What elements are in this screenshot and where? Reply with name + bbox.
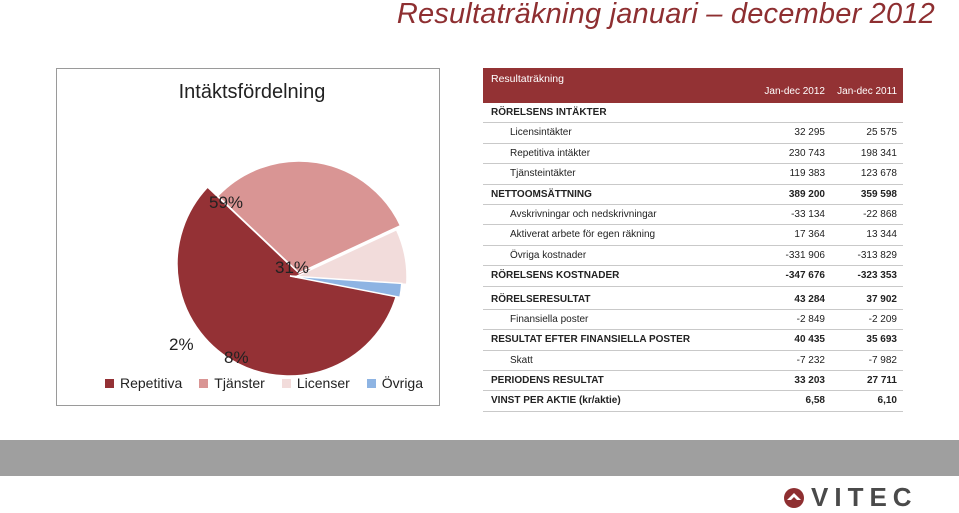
value-2012: 32 295: [794, 127, 825, 139]
row-label: Tjänsteintäkter: [510, 168, 576, 180]
row-label: RESULTAT EFTER FINANSIELLA POSTER: [491, 334, 691, 346]
value-2011: -313 829: [857, 249, 897, 261]
value-2011: 198 341: [860, 147, 897, 159]
pie-label-repetitiva: 59%: [209, 193, 244, 212]
column-header-2012: Jan-dec 2012: [764, 86, 825, 97]
value-2012: 33 203: [794, 375, 825, 387]
legend-label: Övriga: [381, 375, 423, 391]
pie-label-tjanster: 31%: [275, 258, 310, 277]
column-header-2011: Jan-dec 2011: [837, 86, 897, 97]
row-label: VINST PER AKTIE (kr/aktie): [491, 395, 621, 407]
value-2012: -331 906: [785, 249, 825, 261]
legend-item-tjanster: [199, 375, 265, 391]
value-2011: 13 344: [866, 229, 897, 241]
row-label: Finansiella poster: [510, 313, 589, 325]
table-row: [483, 103, 903, 123]
row-label: RÖRELSENS INTÄKTER: [491, 107, 607, 118]
value-2012: 389 200: [788, 188, 825, 200]
value-2012: -33 134: [791, 208, 825, 220]
row-label: Avskrivningar och nedskrivningar: [510, 208, 657, 220]
table-row: [483, 266, 903, 286]
table-row: [483, 205, 903, 225]
row-label: Övriga kostnader: [510, 249, 587, 261]
value-2012: -347 676: [785, 270, 825, 282]
table-row: [483, 144, 903, 164]
row-label: Skatt: [510, 354, 533, 366]
legend-label: Repetitiva: [120, 375, 183, 391]
value-2012: -7 232: [796, 354, 825, 366]
value-2011: 37 902: [866, 293, 897, 305]
chart-title: Intäktsfördelning: [178, 81, 326, 103]
logo-text: VITEC: [811, 482, 918, 512]
table-row: [483, 371, 903, 391]
pie-chart-panel: [56, 68, 440, 406]
table-row: [483, 290, 903, 310]
table-row: [483, 310, 903, 330]
value-2012: 119 383: [789, 168, 825, 180]
value-2012: -2 849: [796, 313, 825, 325]
table-row: [483, 225, 903, 245]
value-2011: 35 693: [866, 334, 897, 346]
legend-swatch: [199, 379, 208, 388]
row-label: RÖRELSENS KOSTNADER: [491, 270, 620, 282]
value-2011: 123 678: [860, 168, 897, 180]
value-2012: 6,58: [805, 395, 825, 407]
chart-legend: [105, 375, 440, 391]
legend-swatch: [282, 379, 291, 388]
pie-label-licenser: 8%: [224, 348, 249, 367]
income-statement-table: [483, 68, 903, 412]
footer-bar: [0, 440, 959, 476]
vitec-logo-icon: [783, 487, 805, 509]
table-row: [483, 351, 903, 371]
page-title: Resultaträkning januari – december 2012: [396, 0, 935, 30]
legend-swatch: [105, 379, 114, 388]
table-row: [483, 246, 903, 266]
value-2011: -2 209: [868, 313, 897, 325]
table-title: Resultaträkning: [491, 73, 564, 85]
legend-swatch: [367, 379, 376, 388]
row-label: PERIODENS RESULTAT: [491, 375, 604, 387]
vitec-logo: [783, 482, 918, 513]
row-label: Repetitiva intäkter: [510, 147, 591, 159]
legend-label: Licenser: [296, 375, 350, 391]
row-label: Aktiverat arbete för egen räkning: [510, 229, 656, 241]
value-2011: 25 575: [866, 127, 897, 139]
value-2012: 230 743: [788, 147, 825, 159]
value-2011: 6,10: [877, 395, 897, 407]
value-2012: 17 364: [794, 229, 825, 241]
pie-label-ovriga: 2%: [169, 335, 194, 354]
value-2011: -323 353: [857, 270, 897, 282]
value-2011: 27 711: [866, 375, 897, 387]
value-2011: -7 982: [868, 354, 897, 366]
legend-item-licenser: [282, 375, 350, 391]
table-row: [483, 123, 903, 143]
value-2011: -22 868: [863, 208, 897, 220]
value-2012: 40 435: [794, 334, 825, 346]
table-header: [483, 68, 903, 103]
row-label: NETTOOMSÄTTNING: [491, 188, 592, 200]
row-label: Licensintäkter: [510, 127, 572, 139]
table-row: [483, 330, 903, 350]
legend-item-repetitiva: [105, 375, 182, 391]
table-body: [483, 103, 903, 412]
table-row: [483, 391, 903, 411]
value-2012: 43 284: [794, 293, 825, 305]
legend-item-ovriga: [367, 375, 423, 391]
value-2011: 359 598: [860, 188, 897, 200]
row-label: RÖRELSERESULTAT: [491, 293, 591, 305]
table-row: [483, 164, 903, 184]
pie-chart: [57, 69, 441, 407]
legend-label: Tjänster: [214, 375, 265, 391]
table-row: [483, 185, 903, 205]
